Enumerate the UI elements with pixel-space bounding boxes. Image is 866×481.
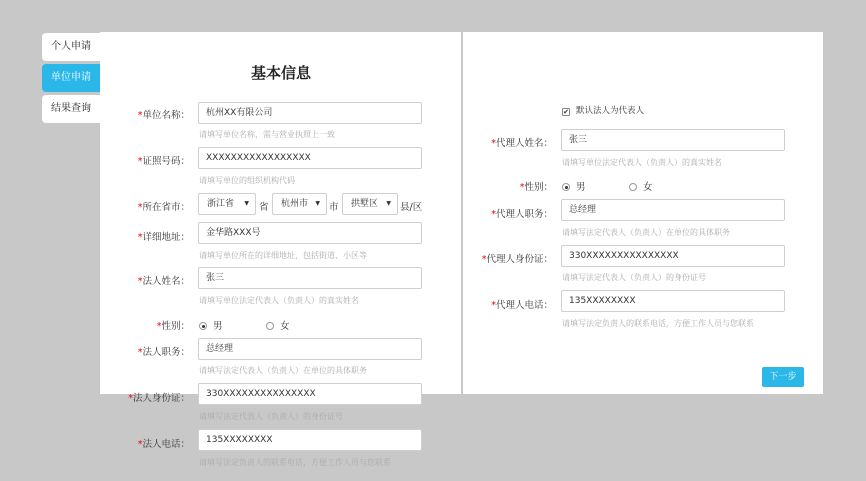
agent-gender-female-radio[interactable]: 女 <box>629 179 653 193</box>
license-hint: 请填写单位的组织机构代码 <box>199 176 295 185</box>
agent-id-label: *代理人身份证： <box>481 254 553 265</box>
license-label: *证照号码： <box>137 156 190 167</box>
gender-male-radio[interactable]: 男 <box>199 318 223 332</box>
unit-name-hint: 请填写单位名称，需与营业执照上一致 <box>199 130 335 139</box>
city-select[interactable]: 杭州市 ▼ <box>272 193 327 215</box>
city-unit: 市 <box>329 202 339 213</box>
unit-name-label: *单位名称： <box>137 110 190 121</box>
radio-unchecked-icon <box>629 183 637 191</box>
agent-phone-input[interactable]: 135XXXXXXXX <box>561 290 785 312</box>
address-input[interactable]: 金华路XXX号 <box>198 222 422 244</box>
agent-gender-male-radio[interactable]: 男 <box>562 179 586 193</box>
legal-position-label: *法人职务： <box>137 347 190 358</box>
radio-checked-icon <box>562 183 570 191</box>
agent-position-input[interactable]: 总经理 <box>561 199 785 221</box>
agent-position-hint: 请填写法定代表人（负责人）在单位的具体职务 <box>562 228 730 237</box>
legal-name-hint: 请填写单位法定代表人（负责人）的真实姓名 <box>199 296 359 305</box>
agent-id-input[interactable]: 330XXXXXXXXXXXXXXX <box>561 245 785 267</box>
radio-checked-icon <box>199 322 207 330</box>
legal-name-label: *法人姓名： <box>137 276 190 287</box>
district-unit: 县/区 <box>400 202 423 213</box>
legal-id-input[interactable]: 330XXXXXXXXXXXXXXX <box>198 383 422 405</box>
agent-gender-label: *性别： <box>519 182 553 193</box>
district-select[interactable]: 拱墅区 ▼ <box>342 193 398 215</box>
gender-label: *性别： <box>156 321 190 332</box>
legal-id-hint: 请填写法定代表人（负责人）的身份证号 <box>199 412 343 421</box>
default-legal-rep-checkbox[interactable]: ✔ 默认法人为代表人 <box>563 106 645 116</box>
agent-name-label: *代理人姓名： <box>491 138 553 149</box>
tab-personal-application[interactable]: 个人申请 <box>42 33 100 61</box>
legal-id-label: *法人身份证： <box>128 393 190 404</box>
legal-position-hint: 请填写法定代表人（负责人）在单位的具体职务 <box>199 366 367 375</box>
agent-id-hint: 请填写法定代表人（负责人）的身份证号 <box>562 273 706 282</box>
agent-name-hint: 请填写单位法定代表人（负责人）的真实姓名 <box>562 158 722 167</box>
gender-female-radio[interactable]: 女 <box>266 318 290 332</box>
province-city-label: *所在省市： <box>137 202 190 213</box>
address-label: *详细地址： <box>137 232 190 243</box>
province-select[interactable]: 浙江省 ▼ <box>198 193 256 215</box>
page-title: 基本信息 <box>251 64 312 82</box>
legal-phone-input[interactable]: 135XXXXXXXX <box>198 429 422 451</box>
unit-name-input[interactable]: 杭州XX有限公司 <box>198 102 422 124</box>
legal-name-input[interactable]: 张三 <box>198 267 422 289</box>
legal-position-input[interactable]: 总经理 <box>198 338 422 360</box>
next-step-button[interactable]: 下一步 <box>762 367 804 387</box>
province-unit: 省 <box>259 202 269 213</box>
agent-name-input[interactable]: 张三 <box>561 129 785 151</box>
legal-phone-label: *法人电话： <box>137 439 190 450</box>
chevron-down-icon: ▼ <box>386 200 391 207</box>
legal-phone-hint: 请填写法定负责人的联系电话，方便工作人员与您联系 <box>199 458 391 467</box>
address-hint: 请填写单位所在的详细地址，包括街道、小区等 <box>199 251 367 260</box>
tab-result-query[interactable]: 结果查询 <box>42 95 100 123</box>
license-input[interactable]: XXXXXXXXXXXXXXXXX <box>198 147 422 169</box>
agent-phone-label: *代理人电话： <box>491 300 553 311</box>
chevron-down-icon: ▼ <box>315 200 320 207</box>
radio-unchecked-icon <box>266 322 274 330</box>
chevron-down-icon: ▼ <box>244 200 249 207</box>
agent-phone-hint: 请填写法定负责人的联系电话，方便工作人员与您联系 <box>562 319 754 328</box>
checkbox-checked-icon: ✔ <box>563 108 569 116</box>
agent-position-label: *代理人职务： <box>491 209 553 220</box>
tab-unit-application[interactable]: 单位申请 <box>42 64 100 92</box>
